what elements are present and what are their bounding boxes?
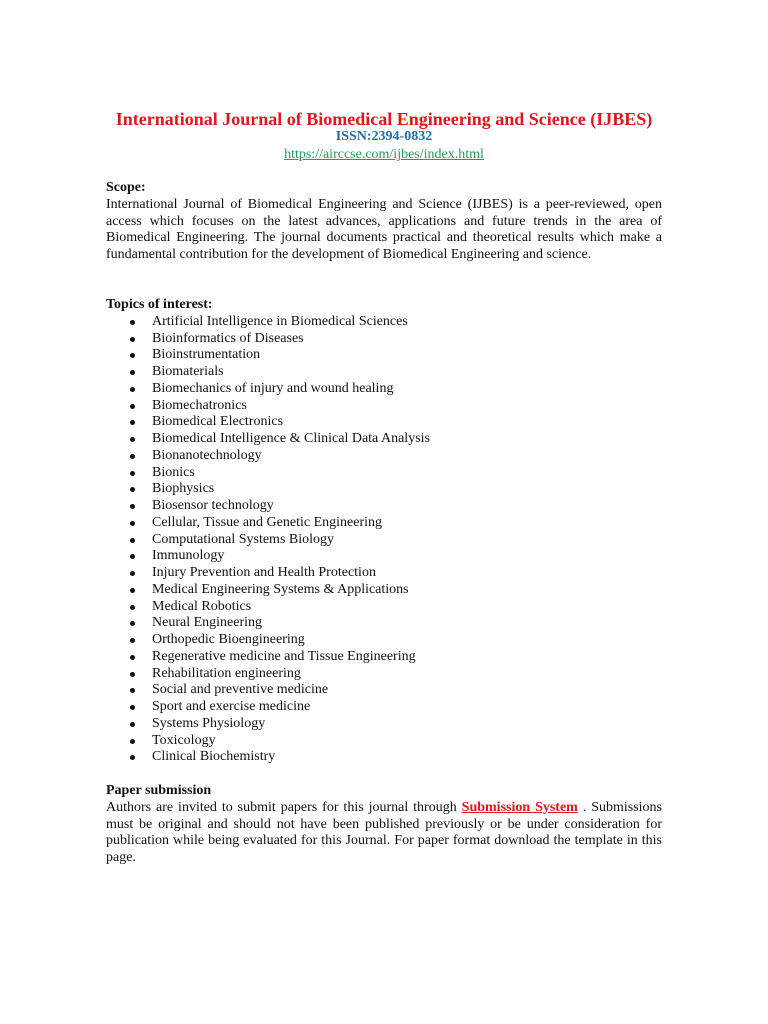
- topic-label: Computational Systems Biology: [152, 531, 335, 547]
- bullet-icon: [130, 705, 135, 710]
- bullet-icon: [130, 387, 135, 392]
- submission-text: [106, 800, 662, 867]
- issn-number: ISSN:2394-0832: [335, 129, 433, 144]
- topic-item: [106, 548, 662, 565]
- topic-label: Biophysics: [152, 481, 215, 497]
- topic-item: [106, 331, 662, 348]
- submission-system-link[interactable]: Submission System: [461, 799, 578, 815]
- bullet-icon: [130, 672, 135, 677]
- bullet-icon: [130, 588, 135, 593]
- topic-item: [106, 431, 662, 448]
- bullet-icon: [130, 471, 135, 476]
- bullet-icon: [130, 420, 135, 425]
- topic-label: Regenerative medicine and Tissue Engineering: [152, 648, 416, 664]
- journal-url: [0, 146, 768, 164]
- topic-item: [106, 632, 662, 649]
- topic-item: [106, 716, 662, 733]
- submission-text-before: Authors are invited to submit papers for this journal through: [106, 799, 462, 815]
- bullet-icon: [130, 739, 135, 744]
- topic-item: [106, 615, 662, 632]
- bullet-icon: [130, 353, 135, 358]
- topic-item: [106, 515, 662, 532]
- topic-item: [106, 465, 662, 482]
- topic-item: [106, 347, 662, 364]
- topic-label: Biomechatronics: [152, 397, 247, 413]
- topic-label: Bioinformatics of Diseases: [152, 330, 304, 346]
- journal-title: International Journal of Biomedical Engineering and Science (IJBES): [115, 109, 653, 129]
- bullet-icon: [130, 722, 135, 727]
- scope-section: [106, 180, 662, 264]
- topic-label: Clinical Biochemistry: [152, 749, 276, 765]
- topic-label: Bionanotechnology: [152, 447, 262, 463]
- topic-item: [106, 364, 662, 381]
- bullet-icon: [130, 504, 135, 509]
- topic-label: Systems Physiology: [152, 715, 266, 731]
- bullet-icon: [130, 337, 135, 342]
- topic-label: Bioinstrumentation: [152, 347, 261, 363]
- topic-item: [106, 599, 662, 616]
- topic-label: Social and preventive medicine: [152, 682, 329, 698]
- bullet-icon: [130, 370, 135, 375]
- submission-text-after: . Submissions must be original and should not have been published previously or be under consideration for publication while being evaluated for this Journal. For paper format download the template in this page.: [106, 799, 662, 865]
- topic-item: [106, 381, 662, 398]
- bullet-icon: [130, 320, 135, 325]
- topic-item: [106, 682, 662, 699]
- topic-item: [106, 314, 662, 331]
- submission-heading: Paper submission: [106, 783, 212, 798]
- topic-label: Sport and exercise medicine: [152, 699, 311, 714]
- topic-label: Biomedical Intelligence & Clinical Data Analysis: [152, 431, 430, 446]
- topic-item: [106, 666, 662, 683]
- submission-section: [106, 783, 662, 867]
- topic-label: Medical Engineering Systems & Applications: [152, 581, 409, 597]
- bullet-icon: [130, 655, 135, 660]
- topic-label: Neural Engineering: [152, 615, 263, 631]
- topic-item: [106, 398, 662, 415]
- topic-label: Rehabilitation engineering: [152, 665, 301, 681]
- topic-label: Orthopedic Bioengineering: [152, 632, 305, 647]
- topic-label: Bionics: [152, 464, 195, 480]
- topics-section: [106, 297, 662, 766]
- scope-text: International Journal of Biomedical Engineering and Science (IJBES) is a peer-reviewed, open access which focuses on the latest advances, applications and future trends in the area of Biomedical Engineering. The journal documents practical and theoretical results which make a fundamental contribution for the development of Biomedical Engineering and science.: [106, 196, 662, 262]
- topic-item: [106, 582, 662, 599]
- bullet-icon: [130, 605, 135, 610]
- topic-label: Immunology: [152, 548, 225, 564]
- topic-item: [106, 481, 662, 498]
- bullet-icon: [130, 454, 135, 459]
- topics-list: [106, 314, 662, 766]
- bullet-icon: [130, 437, 135, 442]
- bullet-icon: [130, 487, 135, 492]
- scope-heading: Scope:: [106, 180, 146, 195]
- topic-item: [106, 532, 662, 549]
- topic-item: [106, 565, 662, 582]
- bullet-icon: [130, 404, 135, 409]
- topic-item: [106, 749, 662, 766]
- topic-label: Biomaterials: [152, 364, 224, 379]
- topic-item: [106, 649, 662, 666]
- bullet-icon: [130, 571, 135, 576]
- topic-label: Medical Robotics: [152, 598, 252, 614]
- topic-item: [106, 733, 662, 750]
- topic-label: Artificial Intelligence in Biomedical Sciences: [152, 313, 408, 329]
- bullet-icon: [130, 538, 135, 543]
- topic-item: [106, 414, 662, 431]
- bullet-icon: [130, 755, 135, 760]
- topic-item: [106, 498, 662, 515]
- topic-label: Toxicology: [152, 732, 216, 748]
- topic-item: [106, 699, 662, 716]
- topic-label: Biomechanics of injury and wound healing: [152, 380, 394, 396]
- topic-item: [106, 448, 662, 465]
- bullet-icon: [130, 638, 135, 643]
- journal-url-link[interactable]: https://airccse.com/ijbes/index.html: [284, 147, 484, 162]
- bullet-icon: [130, 554, 135, 559]
- topic-label: Biosensor technology: [152, 498, 274, 513]
- topic-label: Biomedical Electronics: [152, 414, 284, 430]
- topic-label: Injury Prevention and Health Protection: [152, 565, 376, 580]
- topic-label: Cellular, Tissue and Genetic Engineering: [152, 514, 383, 530]
- topics-heading: Topics of interest:: [106, 297, 213, 312]
- bullet-icon: [130, 621, 135, 626]
- bullet-icon: [130, 521, 135, 526]
- bullet-icon: [130, 688, 135, 693]
